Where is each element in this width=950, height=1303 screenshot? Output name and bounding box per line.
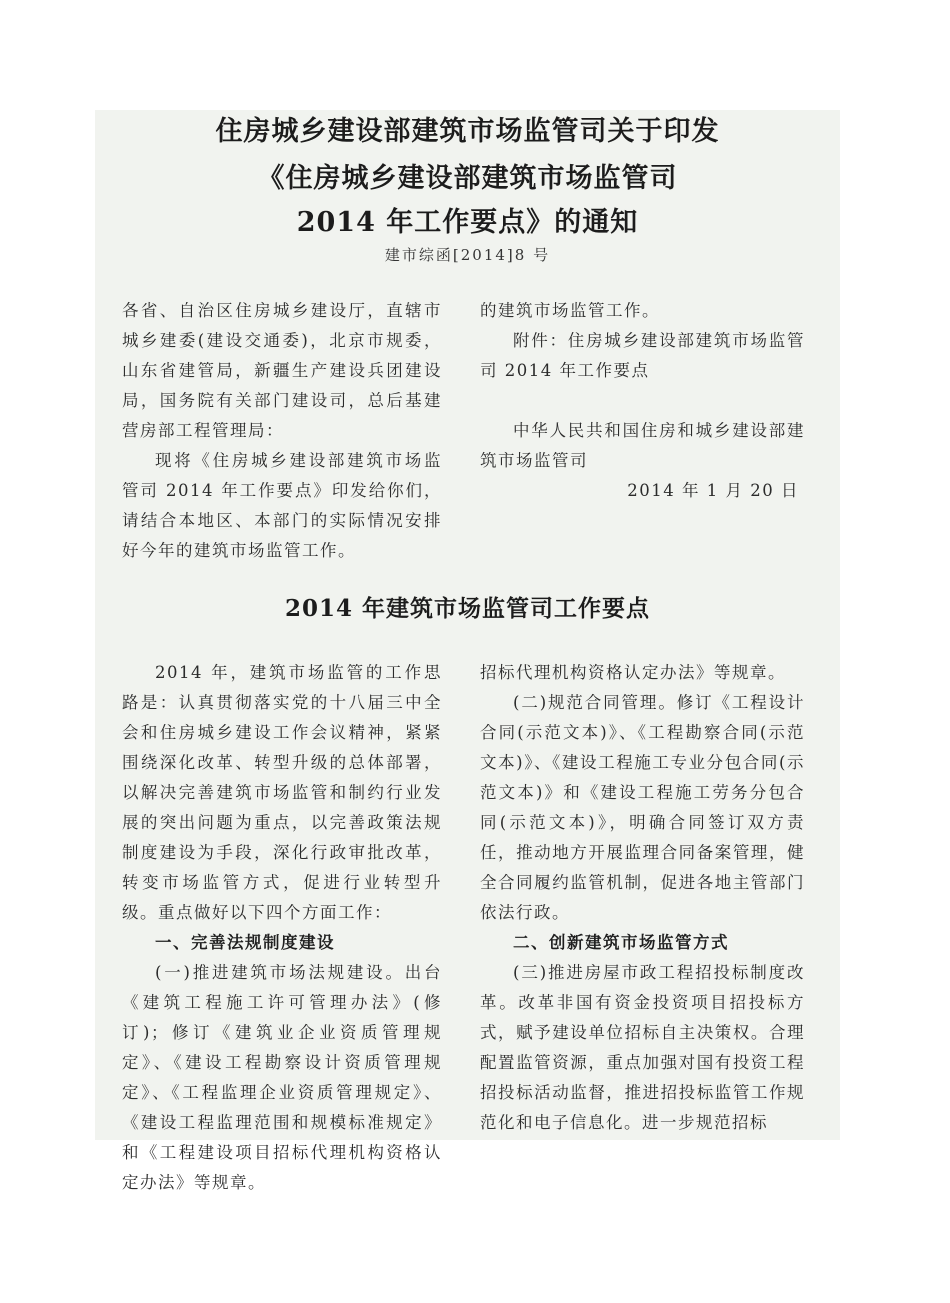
addressee: 各省、自治区住房城乡建设厅，直辖市城乡建委(建设交通委)，北京市规委，山东省建管局，新疆生产建设兵团建设局，国务院有关部门建设司，总后基建营房部工程管理局： <box>122 301 442 440</box>
document-number: 建市综函[2014]8 号 <box>384 246 551 264</box>
intro-paragraph: 2014 年，建筑市场监管的工作思路是：认真贯彻落实党的十八届三中全会和住房城乡建设工作会议精神，紧紧围绕深化改革、转型升级的总体部署，以解决完善建筑市场监管和制约行业发展的突出问题为重点，以完善政策法规制度建设为手段，深化行政审批改革，转变市场监管方式，促进行业转型升级。重点做好以下四个方面工作： <box>122 663 442 922</box>
attachment: 附件：住房城乡建设部建筑市场监管司 2014 年工作要点 <box>480 331 805 380</box>
notice-right-column <box>480 296 805 506</box>
points-right-column <box>480 658 805 1138</box>
notice-title-line1: 住房城乡建设部建筑市场监管司关于印发 <box>215 116 720 147</box>
notice-title-line2: 《住房城乡建设部建筑市场监管司 <box>257 163 678 194</box>
item1-continued: 招标代理机构资格认定办法》等规章。 <box>480 663 786 682</box>
section1-title: 一、完善法规制度建设 <box>155 933 335 952</box>
item2-paragraph: (二)规范合同管理。修订《工程设计合同(示范文本)》、《工程勘察合同(示范文本)》、《建设工程施工专业分包合同(示范文本)》和《建设工程施工劳务分包合同(示范文本)》，明确合同签订双方责任，推动地方开展监理合同备案管理，健全合同履约监管机制，促进各地主管部门依法行政。 <box>480 693 805 922</box>
date: 2014 年 1 月 20 日 <box>627 481 799 500</box>
section2-title: 二、创新建筑市场监管方式 <box>513 933 729 952</box>
notice-left-column <box>122 296 442 560</box>
notice-body: 现将《住房城乡建设部建筑市场监管司 2014 年工作要点》印发给你们，请结合本地区、本部门的实际情况安排好今年的建筑市场监管工作。 <box>122 451 442 560</box>
points-left-column <box>122 658 442 1192</box>
notice-body-continued: 的建筑市场监管工作。 <box>480 301 660 320</box>
signatory: 中华人民共和国住房和城乡建设部建筑市场监管司 <box>480 421 805 470</box>
item1-paragraph: (一)推进建筑市场法规建设。出台《建筑工程施工许可管理办法》(修订)；修订《建筑业企业资质管理规定》、《建设工程勘察设计资质管理规定》、《工程监理企业资质管理规定》、《建设工程监理范围和规模标准规定》和《工程建设项目招标代理机构资格认定办法》等规章。 <box>122 963 442 1192</box>
notice-title-line3: 2014 年工作要点》的通知 <box>296 207 639 238</box>
item3-paragraph: (三)推进房屋市政工程招投标制度改革。改革非国有资金投资项目招投标方式，赋予建设单位招标自主决策权。合理配置监管资源，重点加强对国有投资工程招投标活动监督，推进招投标监管工作规范化和电子信息化。进一步规范招标 <box>480 963 805 1132</box>
work-points-heading: 2014 年建筑市场监管司工作要点 <box>284 595 651 622</box>
